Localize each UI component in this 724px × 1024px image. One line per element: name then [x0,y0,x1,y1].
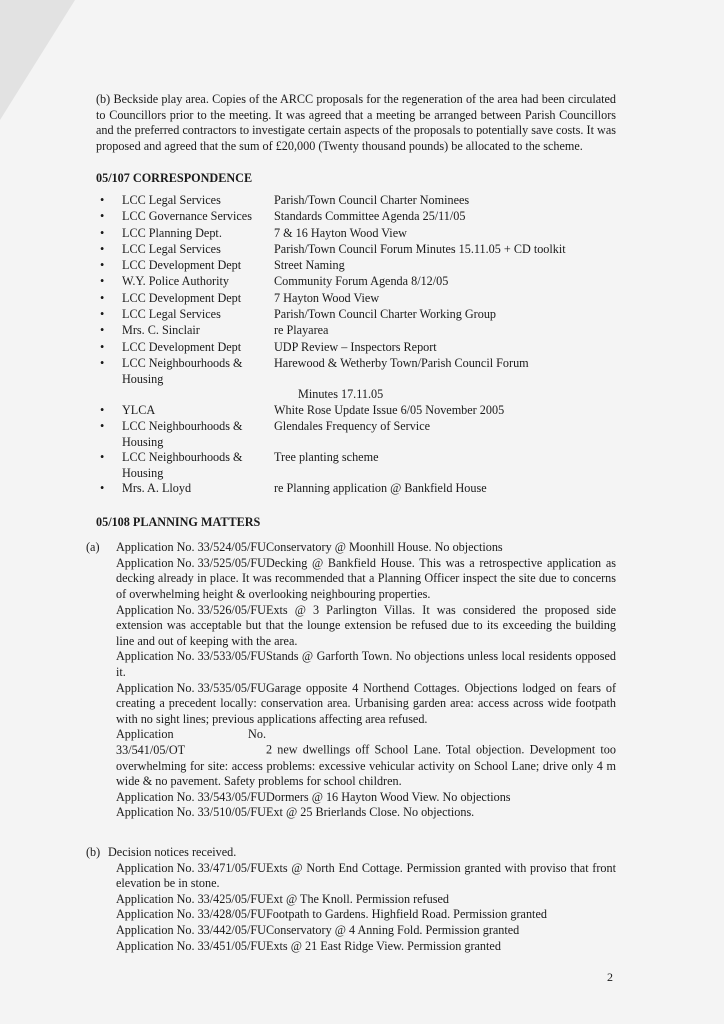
correspondence-org: YLCA [122,402,156,417]
application-number: Application No. 33/541/05/OT [116,727,266,757]
correspondence-heading: 05/107 CORRESPONDENCE [96,171,253,186]
correspondence-subject: Parish/Town Council Forum Minutes 15.11.05 + CD toolkit [274,241,566,256]
correspondence-subject: Glendales Frequency of Service [274,419,431,434]
beckside-text: Beckside play area. Copies of the ARCC proposals for the regeneration of the area had been circulated to Councillors prior to the meeting. It was agreed that a meeting be arranged between Parish Councillors and the preferred contractors to investigate certain aspects of the proposals to potentially save costs. It was proposed and agreed that the sum of £20,000 (Twenty thousand pounds) be allocated to the scheme. [96,92,616,153]
item-marker: (b) [96,92,111,106]
correspondence-org: Mrs. C. Sinclair [122,323,200,338]
planning-application [116,892,616,908]
planning-application [116,907,616,923]
correspondence-item [100,258,616,274]
application-number: Application No. 33/543/05/FU [116,789,266,804]
correspondence-item [100,403,616,419]
correspondence-org: LCC Development Dept [122,339,242,354]
planning-section-a [86,540,616,821]
section-b-title: Decision notices received. [108,844,237,859]
application-details: Decking @ Bankfield House. This was a retrospective application as decking already in place. It was recommended that a Planning Officer inspect the site due to concerns of overwhelming height & overlooking neighbouring properties. [116,555,616,602]
beckside-paragraph [96,92,616,154]
correspondence-org: LCC Development Dept [122,258,242,273]
correspondence-org: Mrs. A. Lloyd [122,481,192,496]
planning-application [116,861,616,892]
application-details: Dormers @ 16 Hayton Wood View. No objections [266,789,511,804]
planning-application [116,727,616,789]
section-b-letter: (b) [86,844,101,859]
page-fold-shadow [0,0,75,120]
section-a-applications [96,540,616,821]
application-number: Application No. 33/524/05/FU [116,540,266,555]
planning-application [116,540,616,556]
application-number: Application No. 33/442/05/FU [116,922,266,937]
correspondence-subject: White Rose Update Issue 6/05 November 2005 [274,402,505,417]
correspondence-org: LCC Legal Services [122,241,221,256]
correspondence-org: LCC Neighbourhoods & Housing [122,450,243,480]
correspondence-org: LCC Governance Services [122,209,252,224]
application-number: Application No. 33/535/05/FU [116,680,266,695]
application-number: Application No. 33/425/05/FU [116,891,266,906]
section-b-applications [96,861,616,955]
application-number: Application No. 33/451/05/FU [116,938,266,953]
planning-application [116,939,616,955]
correspondence-subject: Tree planting scheme [274,450,379,465]
planning-heading: 05/108 PLANNING MATTERS [96,514,261,529]
application-details: Ext @ 25 Brierlands Close. No objections. [266,805,475,820]
application-number: Application No. 33/471/05/FU [116,860,266,875]
correspondence-item [100,340,616,356]
section-a-letter: (a) [86,540,100,555]
application-details: Stands @ Garforth Town. No objections unless local residents opposed it. [116,649,616,680]
correspondence-list [100,193,616,498]
application-number: Application No. 33/428/05/FU [116,907,266,922]
correspondence-item [100,481,616,497]
correspondence-subject: Parish/Town Council Charter Working Group [274,307,497,322]
application-number: Application No. 33/533/05/FU [116,649,266,664]
planning-application [116,556,616,603]
correspondence-org: LCC Planning Dept. [122,225,222,240]
correspondence-org: LCC Neighbourhoods & Housing [122,355,243,386]
correspondence-item [100,450,616,481]
correspondence-subject: re Playarea [274,323,329,338]
application-details: Exts @ 3 Parlington Villas. It was considered the proposed side extension was acceptable but that the lounge extension be refused due to its exceeding the building line and out of keeping with the area. [116,602,616,648]
planning-application [116,603,616,650]
correspondence-org: LCC Legal Services [122,307,221,322]
correspondence-item [100,323,616,339]
correspondence-item [100,242,616,258]
application-details: Conservatory @ 4 Anning Fold. Permission granted [266,922,520,937]
correspondence-subject: 7 & 16 Hayton Wood View [274,225,407,240]
correspondence-subject-cont: Minutes 17.11.05 [298,387,384,402]
application-number: Application No. 33/525/05/FU [116,555,266,570]
correspondence-subject: UDP Review – Inspectors Report [274,339,437,354]
application-details: Ext @ The Knoll. Permission refused [266,891,449,906]
application-details: Exts @ North End Cottage. Permission granted with proviso that front elevation be in stone. [116,860,616,891]
correspondence-item [100,307,616,323]
application-number: Application No. 33/510/05/FU [116,805,266,820]
planning-application [116,923,616,939]
correspondence-subject: Street Naming [274,258,345,273]
correspondence-subject: 7 Hayton Wood View [274,290,380,305]
correspondence-item [100,193,616,209]
correspondence-org: LCC Development Dept [122,290,242,305]
page-number: 2 [607,970,613,984]
planning-application [116,681,616,728]
correspondence-subject: re Planning application @ Bankfield House [274,481,487,496]
document-page [86,92,616,954]
application-details: Garage opposite 4 Northend Cottages. Objections lodged on fears of creating a precedent locally: conservation area. Urbanising garden area: access across wide footpath with no sight lines; previous applications affecting area refused. [116,680,616,726]
correspondence-org: LCC Neighbourhoods & Housing [122,419,243,449]
application-details: Conservatory @ Moonhill House. No objections [266,540,503,555]
correspondence-subject: Community Forum Agenda 8/12/05 [274,274,449,289]
application-details: 2 new dwellings off School Lane. Total objection. Development too overwhelming for site: access problems: excessive vehicular activity on School Lane; drive only 4 m wide & no pavement. Safety problems for school children. [116,743,616,789]
correspondence-item [100,226,616,242]
correspondence-item [100,274,616,290]
application-details: Exts @ 21 East Ridge View. Permission granted [266,938,501,953]
planning-application [116,649,616,680]
planning-application [116,805,616,821]
planning-application [116,790,616,806]
correspondence-subject: Standards Committee Agenda 25/11/05 [274,209,466,224]
correspondence-item [100,291,616,307]
correspondence-org: W.Y. Police Authority [122,274,229,289]
correspondence-org: LCC Legal Services [122,192,221,207]
correspondence-item [100,419,616,450]
correspondence-item [100,209,616,225]
planning-section-b [86,844,616,954]
correspondence-subject: Parish/Town Council Charter Nominees [274,192,470,207]
correspondence-subject: Harewood & Wetherby Town/Parish Council Forum [274,355,529,370]
application-details: Footpath to Gardens. Highfield Road. Permission granted [266,907,547,922]
application-number: Application No. 33/526/05/FU [116,602,266,617]
correspondence-item [100,356,616,403]
